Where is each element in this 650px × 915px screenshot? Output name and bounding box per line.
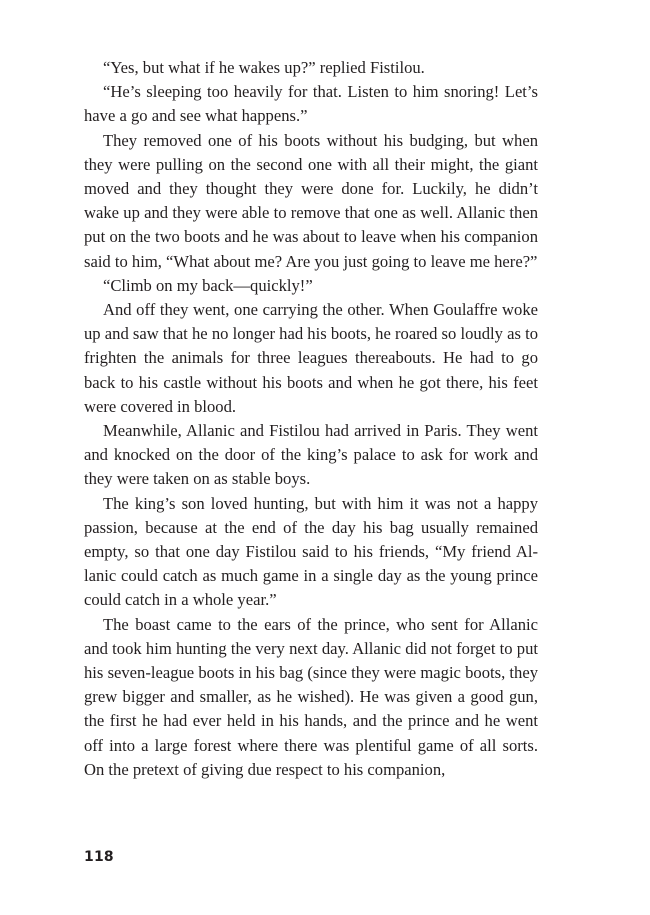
paragraph: The boast came to the ears of the prince, who sent for Allanic and took him hunting the very next day. Allanic did not forget to put his seven-league boots in his bag (since they were magic boots, they grew bigger and smaller, as he wished). He was given a good gun, the first he had ever held in his hands, and the prince and he went off into a large forest where there was plentiful game of all sorts. On the pretext of giving due respect to his companion,	[84, 614, 538, 779]
paragraph: And off they went, one carrying the other. When Goulaffre woke up and saw that he no longer had his boots, he roared so loudly as to frighten the animals for three leagues thereabouts. He had to go back to his castle without his boots and when he got there, his feet were covered in blood.	[84, 300, 538, 416]
paragraph: “Yes, but what if he wakes up?” replied Fistilou.	[103, 58, 425, 77]
body-text	[84, 56, 538, 782]
paragraph: Meanwhile, Allanic and Fistilou had arrived in Paris. They went and knocked on the door of the king’s palace to ask for work and they were taken on as stable boys.	[84, 421, 538, 489]
paragraph: “Climb on my back—quickly!”	[103, 275, 313, 295]
paragraph: “He’s sleeping too heavily for that. Listen to him snoring! Let’s have a go and see what happens.”	[84, 82, 538, 126]
page-number: 118	[84, 849, 114, 865]
paragraph: The king’s son loved hunting, but with him it was not a happy passion, because at the end of the day his bag usually remained empty, so that one day Fistilou said to his friends, “My friend Allanic could catch as much game in a single day as the young prince could catch in a whole year.”	[84, 493, 538, 610]
paragraph: They removed one of his boots without his budging, but when they were pulling on the second one with all their might, the giant moved and they thought they were done for. Luckily, he didn’t wake up and they were able to remove that one as well. Allanic then put on the two boots and he was about to leave when his companion said to him, “What about me? Are you just going to leave me here?”	[84, 130, 538, 271]
